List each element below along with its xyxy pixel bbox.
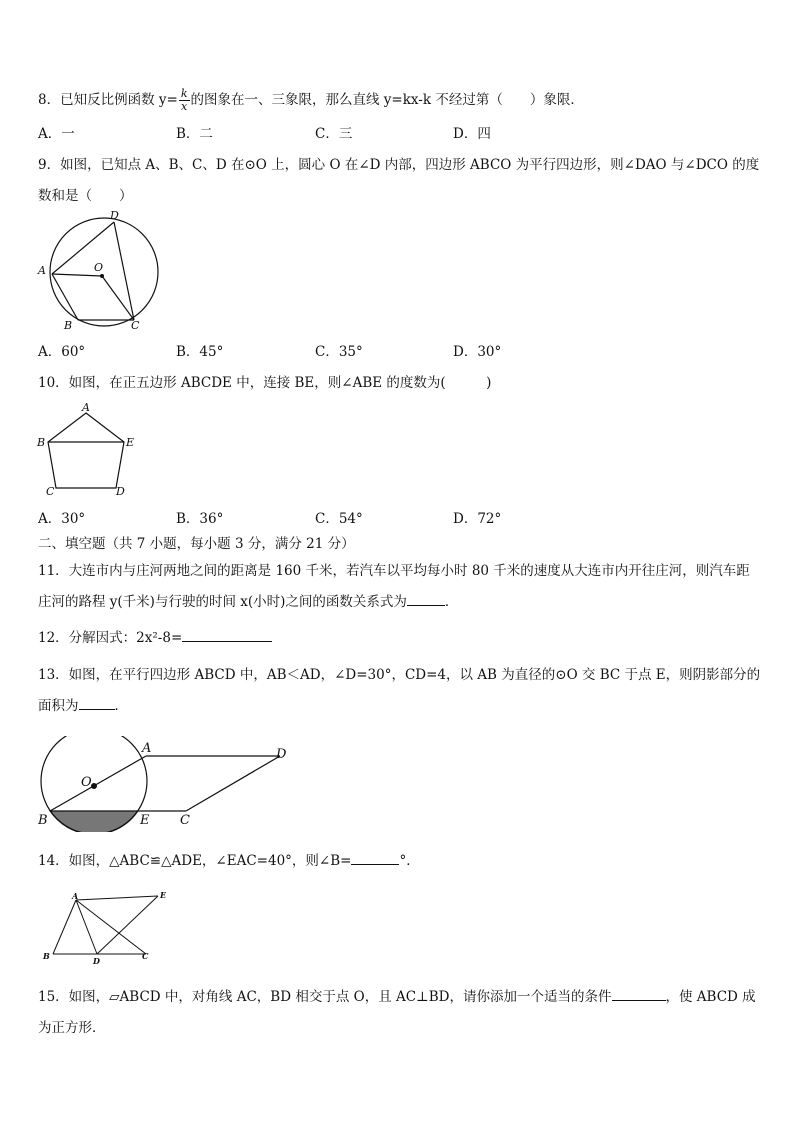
q8-frac-num: k <box>180 87 188 100</box>
q10-label-b: B <box>37 436 46 449</box>
q10-figure <box>36 400 140 496</box>
q13-label-o: O <box>81 775 92 790</box>
q12-answer-blank[interactable] <box>182 629 272 642</box>
q13-shaded-region <box>50 811 138 832</box>
q9-center-dot <box>100 274 104 278</box>
q13-label-b: B <box>38 813 48 828</box>
q9-label-a: A <box>38 264 46 277</box>
q8-frac-den: x <box>181 100 188 113</box>
q15-line2: 为正方形． <box>38 1020 106 1036</box>
q14-label-b: B <box>43 951 50 961</box>
q10-option-a[interactable]: A．30° <box>38 511 86 527</box>
q14-text: 14．如图，△ABC≌△ADE，∠EAC=40°，则∠B= <box>38 853 352 869</box>
q8-option-d[interactable]: D．四 <box>453 126 491 142</box>
q13-segment-ba <box>50 756 146 811</box>
q10-line1: 10．如图，在正五边形 ABCDE 中，连接 BE，则∠ABE 的度数为( ) <box>38 375 492 391</box>
q11-line2 <box>38 593 458 611</box>
q10-label-c: C <box>46 485 55 496</box>
q8-option-a[interactable]: A．一 <box>38 126 75 142</box>
q11-line1: 11．大连市内与庄河两地之间的距离是 160 千米，若汽车以平均每小时 80 千米的速度从大连市内开往庄河，则汽车距 <box>38 563 750 579</box>
q8-prefix: 8．已知反比例函数 y= <box>38 92 178 108</box>
q10-label-e: E <box>126 436 135 449</box>
q13-label-e: E <box>140 813 150 828</box>
q13-label-a: A <box>142 741 152 756</box>
q10-label-d: D <box>116 485 125 496</box>
q14-segment-ab <box>53 900 76 954</box>
q14-label-c: C <box>142 951 149 961</box>
q10-option-b[interactable]: B．36° <box>176 511 224 527</box>
q13-line2-text: 面积为 <box>38 698 79 714</box>
q14-label-e: E <box>160 890 167 900</box>
q9-figure <box>34 208 166 334</box>
q9-label-o: O <box>94 261 104 274</box>
q8-suffix: 的图象在一、三象限，那么直线 y=kx-k 不经过第（ ）象限． <box>190 92 584 108</box>
q15-line1-end: ，使 ABCD 成 <box>665 989 756 1005</box>
q13-figure <box>36 736 296 832</box>
q14-label-d: D <box>93 956 100 966</box>
q14-line1-end: °． <box>399 853 420 869</box>
q9-label-b: B <box>64 319 73 332</box>
q10-option-d[interactable]: D．72° <box>453 511 502 527</box>
q11-line2-text: 庄河的路程 y(千米)与行驶的时间 x(小时)之间的函数关系式为 <box>38 594 407 610</box>
q9-segment-ad <box>52 222 114 274</box>
q14-segment-de <box>97 896 158 954</box>
q9-option-a[interactable]: A．60° <box>38 344 86 360</box>
q14-label-a: A <box>72 891 79 901</box>
q14-answer-blank[interactable] <box>351 852 399 865</box>
q9-segment-ao <box>52 274 102 276</box>
q9-circle <box>50 218 158 326</box>
q10-label-a: A <box>82 401 90 414</box>
q10-option-c[interactable]: C．54° <box>315 511 363 527</box>
q15-answer-blank[interactable] <box>612 988 666 1001</box>
q12-text: 12．分解因式：2x²-8= <box>38 630 183 646</box>
q8-option-c[interactable]: C．三 <box>315 126 353 142</box>
q13-line2 <box>38 697 128 715</box>
q9-option-c[interactable]: C．35° <box>315 344 363 360</box>
q14-segment-ae <box>76 896 158 900</box>
q13-line2-end: ． <box>114 698 128 714</box>
q10-pentagon <box>48 413 124 488</box>
q8-text <box>38 88 584 113</box>
q8-option-b[interactable]: B．二 <box>176 126 213 142</box>
q9-label-c: C <box>131 319 140 332</box>
q9-label-d: D <box>110 209 119 222</box>
q9-line1: 9．如图，已知点 A、B、C、D 在⊙O 上，圆心 O 在∠D 内部，四边形 ABCO 为平行四边形，则∠DAO 与∠DCO 的度 <box>38 157 760 173</box>
q13-answer-blank[interactable] <box>79 697 115 710</box>
q13-line1: 13．如图，在平行四边形 ABCD 中，AB＜AD，∠D=30°，CD=4，以 AB 为直径的⊙O 交 BC 于点 E，则阴影部分的 <box>38 667 761 683</box>
q13-label-c: C <box>180 813 190 828</box>
q11-line2-end: ． <box>444 594 459 610</box>
q13-center-dot <box>91 783 97 789</box>
q15-text: 15．如图，▱ABCD 中，对角线 AC，BD 相交于点 O，且 AC⊥BD，请你添加一个适当的条件 <box>38 989 612 1005</box>
q14-line1 <box>38 852 420 870</box>
q13-label-d: D <box>276 747 287 762</box>
q9-option-d[interactable]: D．30° <box>453 344 502 360</box>
q14-figure <box>38 888 178 970</box>
q13-segment-dc <box>186 756 280 811</box>
section-2-title: 二、填空题（共 7 小题，每小题 3 分，满分 21 分） <box>38 536 355 552</box>
q15-line1 <box>38 988 756 1006</box>
q12-line1 <box>38 629 272 647</box>
q9-option-b[interactable]: B．45° <box>176 344 224 360</box>
q11-answer-blank[interactable] <box>407 593 445 606</box>
q9-line2: 数和是（ ） <box>38 188 133 204</box>
q8-fraction <box>179 88 190 113</box>
